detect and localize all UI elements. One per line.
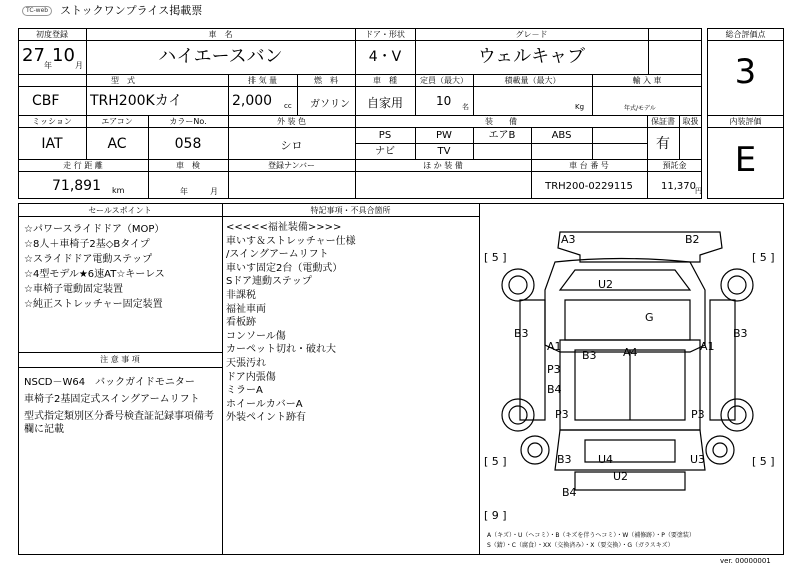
bracket-bottom-right: [ 5 ] bbox=[752, 455, 775, 468]
header-chassis: 車 台 番 号 bbox=[569, 161, 609, 170]
reg-month: 10 bbox=[52, 45, 75, 66]
sales-point-item: ☆純正ストレッチャー固定装置 bbox=[24, 299, 163, 310]
special-item: 非課税 bbox=[226, 289, 256, 301]
displacement-value: 2,000 bbox=[232, 93, 273, 109]
header-fuel: 燃 料 bbox=[314, 76, 338, 85]
damage-legend-line2: S（錆）・C（腐食）・XX（交換済み）・X（要交換）・G（ガラスキズ） bbox=[487, 542, 674, 549]
sales-point-item: ☆4型モデル★6速AT☆キーレス bbox=[24, 269, 165, 280]
bracket-top-left: [ 5 ] bbox=[484, 251, 507, 264]
warranty-value: 有 bbox=[656, 136, 670, 152]
damage-mark: B3 bbox=[733, 327, 748, 340]
bracket-nine: [ 9 ] bbox=[484, 509, 507, 522]
capacity-unit: 名 bbox=[462, 103, 469, 111]
note-item: NSCD－W64 バックガイドモニター bbox=[24, 377, 195, 388]
damage-mark: B3 bbox=[557, 453, 572, 466]
bracket-bottom-left: [ 5 ] bbox=[484, 455, 507, 468]
damage-mark: B3 bbox=[582, 349, 597, 362]
overall-score: 3 bbox=[734, 52, 757, 92]
header-displacement: 排 気 量 bbox=[247, 76, 278, 85]
damage-mark: A1 bbox=[700, 340, 715, 353]
version-label: ver. 00000001 bbox=[720, 557, 771, 565]
aircon-value: AC bbox=[107, 136, 127, 152]
damage-mark: U4 bbox=[598, 453, 614, 466]
special-item: ホイールカバーA bbox=[226, 398, 303, 410]
header-type: 型 式 bbox=[111, 76, 135, 85]
header-first-reg: 初度登録 bbox=[36, 30, 68, 39]
equip-abs: ABS bbox=[551, 130, 572, 141]
special-item: 車いす＆ストレッチャー仕様 bbox=[226, 235, 356, 247]
damage-mark: B3 bbox=[514, 327, 529, 340]
damage-mark: P3 bbox=[555, 408, 569, 421]
sales-point-item: ☆パワースライドドア（MOP） bbox=[24, 224, 165, 235]
special-item: コンソール傷 bbox=[226, 330, 286, 342]
bracket-top-right: [ 5 ] bbox=[752, 251, 775, 264]
header-recycle: 取扱 bbox=[682, 117, 699, 126]
sales-points-title: セールスポイント bbox=[88, 206, 152, 215]
notes-title: 注 意 事 項 bbox=[100, 355, 140, 364]
header-color-no: カラーNo. bbox=[169, 117, 207, 126]
mileage-unit: km bbox=[112, 186, 125, 195]
special-title: 特記事項・不具合箇所 bbox=[310, 206, 391, 215]
sales-point-item: ☆車椅子電動固定装置 bbox=[24, 284, 123, 295]
header-interior: 内装評価 bbox=[729, 117, 762, 126]
sales-point-item: ☆8人＋車椅子2基◇Bタイプ bbox=[24, 239, 150, 250]
damage-mark: A1 bbox=[547, 340, 562, 353]
vehicle-class-value: 自家用 bbox=[366, 96, 403, 110]
header-mission: ミッション bbox=[32, 117, 72, 126]
equip-tv: TV bbox=[437, 146, 451, 157]
vehicle-grade: ウェルキャブ bbox=[477, 46, 586, 67]
model-code: TRH200Kカイ bbox=[90, 93, 183, 109]
header-capacity: 定員（最大） bbox=[420, 76, 468, 85]
mission-value: IAT bbox=[41, 136, 63, 152]
damage-mark: U2 bbox=[613, 470, 629, 483]
site-logo: TC-web bbox=[22, 6, 52, 16]
special-item: 福祉車両 bbox=[226, 303, 266, 315]
special-item: ドア内張傷 bbox=[226, 371, 276, 383]
header-doors: ドア・形状 bbox=[365, 30, 405, 39]
damage-mark: P3 bbox=[691, 408, 705, 421]
interior-score: E bbox=[734, 140, 757, 180]
header-plate: 登録ナンバー bbox=[267, 161, 316, 170]
vehicle-doors: 4・V bbox=[368, 49, 402, 65]
equip-pw: PW bbox=[436, 130, 452, 141]
header-warranty: 保証書 bbox=[651, 117, 675, 126]
damage-mark: P3 bbox=[547, 363, 561, 376]
header-price: 預託金 bbox=[662, 161, 687, 170]
damage-mark: A4 bbox=[623, 346, 638, 359]
damage-mark: B4 bbox=[547, 383, 562, 396]
capacity-value: 10 bbox=[436, 94, 452, 108]
doc-title: ストックワンプライス掲載票 bbox=[60, 4, 203, 17]
header-equipment: 装 備 bbox=[485, 117, 517, 126]
note-item: 型式指定類別区分番号検査証記録事項備考欄に記載 bbox=[24, 411, 214, 435]
header-overall: 総合評価点 bbox=[725, 30, 766, 39]
damage-legend-line1: A（キズ）・U（ヘコミ）・B（キズを伴うヘコミ）・W（補修跡）・P（要塗装） bbox=[487, 532, 695, 539]
damage-mark: B2 bbox=[685, 233, 700, 246]
damage-mark: A3 bbox=[561, 233, 576, 246]
special-item: 看板跡 bbox=[226, 317, 256, 329]
special-item: 天張汚れ bbox=[226, 357, 266, 369]
special-item: Sドア連動ステップ bbox=[226, 276, 312, 288]
damage-mark: B4 bbox=[562, 486, 577, 499]
exterior-value: シロ bbox=[280, 139, 303, 152]
header-model-name: 車 名 bbox=[208, 30, 233, 39]
special-item: <<<<<福祉装備>>>> bbox=[226, 222, 342, 233]
price-unit: 円 bbox=[695, 187, 702, 195]
header-mileage: 走 行 距 離 bbox=[63, 161, 103, 170]
displacement-unit: cc bbox=[284, 102, 292, 110]
note-item: 車椅子2基固定式スイングアームリフト bbox=[24, 394, 200, 405]
header-aircon: エアコン bbox=[101, 117, 133, 126]
damage-mark: U3 bbox=[690, 453, 706, 466]
equip-ps: PS bbox=[378, 130, 392, 141]
load-unit: Kg bbox=[575, 103, 585, 111]
special-item: 車いす固定2台（電動式） bbox=[226, 262, 343, 274]
color-no-value: 058 bbox=[174, 136, 202, 152]
equip-navi: ナビ bbox=[375, 146, 395, 157]
damage-mark: U2 bbox=[598, 278, 614, 291]
header-load: 積載量（最大） bbox=[504, 76, 561, 85]
header-import: 輸 入 車 bbox=[632, 76, 662, 85]
fuel-value: ガソリン bbox=[310, 99, 350, 110]
header-other-equip: ほ か 装 備 bbox=[423, 161, 463, 170]
import-year-label: 年式/モデル bbox=[624, 105, 656, 112]
header-inspection: 車 検 bbox=[176, 161, 200, 170]
chassis-number: TRH200-0229115 bbox=[545, 181, 633, 192]
insp-month-unit: 月 bbox=[210, 187, 218, 196]
model-prefix: CBF bbox=[32, 93, 60, 109]
price-value: 11,370 bbox=[661, 181, 696, 192]
vehicle-name: ハイエースバン bbox=[158, 46, 283, 67]
equip-airbag: エアB bbox=[488, 130, 516, 141]
header-exterior: 外 装 色 bbox=[276, 117, 307, 126]
special-item: ミラーA bbox=[226, 385, 263, 397]
reg-year: 27 bbox=[22, 45, 45, 66]
reg-month-unit: 月 bbox=[75, 61, 83, 70]
mileage-value: 71,891 bbox=[52, 178, 101, 194]
special-item: 外装ペイント跡有 bbox=[226, 412, 306, 424]
damage-mark: G bbox=[645, 311, 654, 324]
special-item: /スイングアームリフト bbox=[226, 249, 329, 261]
header-grade: グレ－ド bbox=[515, 30, 548, 39]
header-vehicle-class: 車 種 bbox=[373, 76, 397, 85]
special-item: カーペット切れ・破れ大 bbox=[226, 344, 336, 356]
insp-year-unit: 年 bbox=[180, 187, 188, 196]
sales-point-item: ☆スライドドア電動ステップ bbox=[24, 254, 153, 265]
reg-year-unit: 年 bbox=[44, 61, 52, 70]
